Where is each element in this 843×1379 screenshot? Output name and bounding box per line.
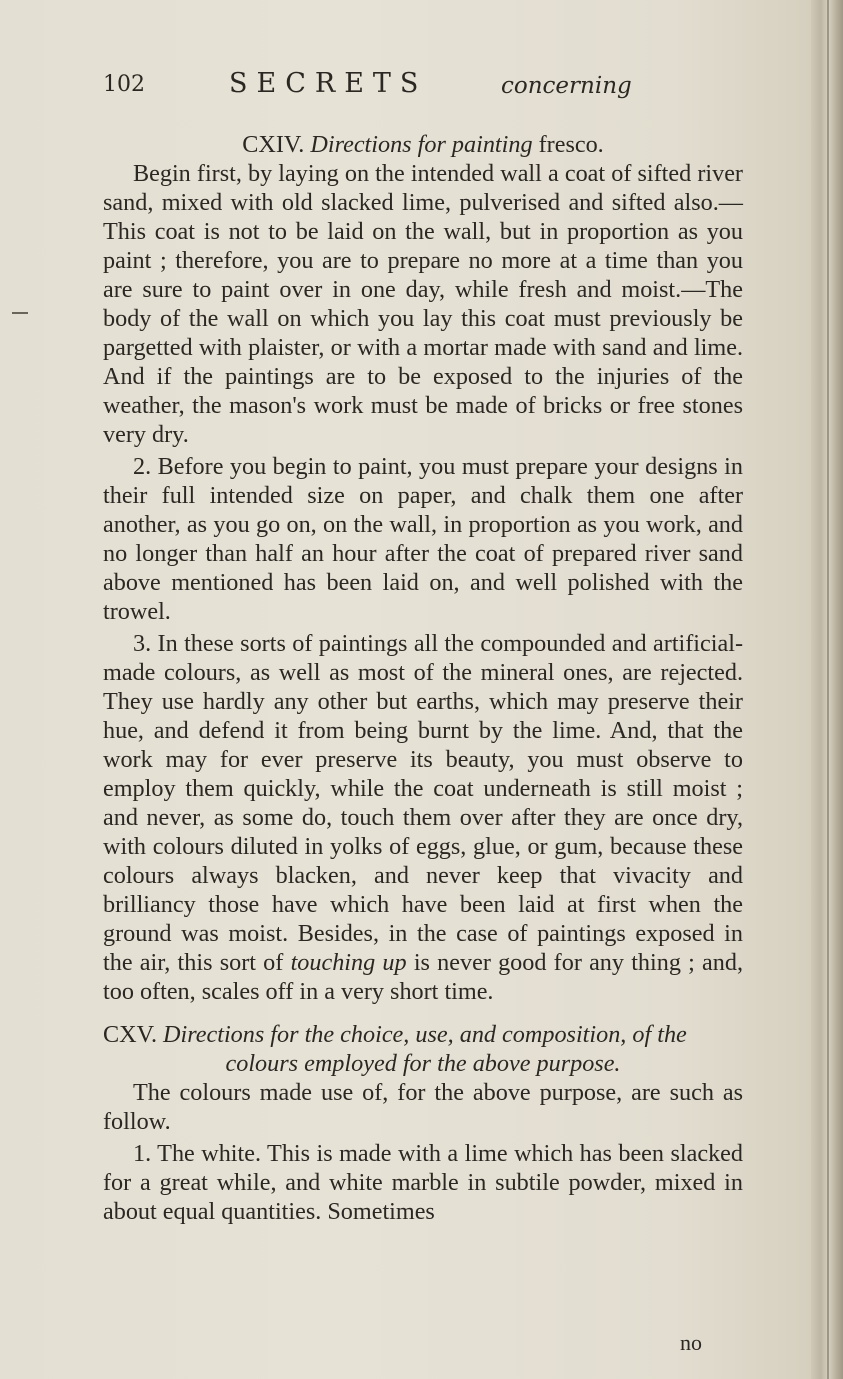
- section-number: CXV.: [103, 1021, 157, 1048]
- section-number: CXIV.: [242, 131, 305, 158]
- paragraph-text: 3. In these sorts of paintings all the compounded and artificial-made colours, as well as most of the mineral ones, are rejected. They use hardly any other but earths, which may preserve their hue, and defend it from being burnt by the lime. And, that the work may for ever preserve its beauty, you must observe to employ them quickly, while the coat underneath is still moist ; and never, as some do, touch them over after they are once dry, with colours diluted in yolks of eggs, glue, or gum, because these colours always blacken, and never keep that vivacity and brilliancy those have which have been laid at first when the ground was moist. Besides, in the case of paintings exposed in the air, this sort of: [103, 630, 743, 976]
- gutter-edge: [827, 0, 829, 1379]
- section-heading-114: [103, 130, 743, 159]
- section-title-italic: Directions for painting: [310, 131, 533, 158]
- paragraph-text: is never good for any thing ; and, too often, scales off in a very short time.: [103, 949, 744, 1005]
- running-subtitle: concerning: [501, 73, 632, 99]
- catchword: no: [680, 1330, 702, 1355]
- section-title-roman: fresco.: [538, 131, 604, 158]
- page-number: 102: [103, 72, 145, 97]
- margin-mark: [12, 312, 28, 314]
- section-title-line1: Directions for the choice, use, and composition, of the: [163, 1021, 687, 1048]
- paragraph: [103, 629, 743, 1006]
- running-title: SECRETS: [229, 68, 428, 99]
- running-header: [103, 68, 643, 102]
- paragraph: Begin first, by laying on the intended wall a coat of sifted river sand, mixed with old slacked lime, pulverised and sifted also.—This coat is not to be laid on the wall, but in proportion as you paint ; therefore, you are to prepare no more at a time than you are sure to paint over in one day, while fresh and moist.—The body of the wall on which you lay this coat must previously be pargetted with plaister, or with a mortar made with sand and lime. And if the paintings are to be exposed to the injuries of the weather, the mason's work must be made of bricks or free stones very dry.: [103, 160, 743, 448]
- paragraph: 1. The white. This is made with a lime which has been slacked for a great while, and white marble in subtile powder, mixed in about equal quantities. Sometimes: [103, 1140, 743, 1225]
- section-heading-115: [103, 1020, 743, 1078]
- paragraph: The colours made use of, for the above purpose, are such as follow.: [103, 1079, 743, 1135]
- body-text: [103, 130, 743, 1226]
- section-title-line2: colours employed for the above purpose.: [225, 1050, 621, 1077]
- paragraph: 2. Before you begin to paint, you must prepare your designs in their full intended size on paper, and chalk them one after another, as you go on, on the wall, in proportion as you work, and no longer than half an hour after the coat of prepared river sand above mentioned has been laid on, and well polished with the trowel.: [103, 453, 743, 625]
- italic-phrase: touching up: [290, 949, 407, 976]
